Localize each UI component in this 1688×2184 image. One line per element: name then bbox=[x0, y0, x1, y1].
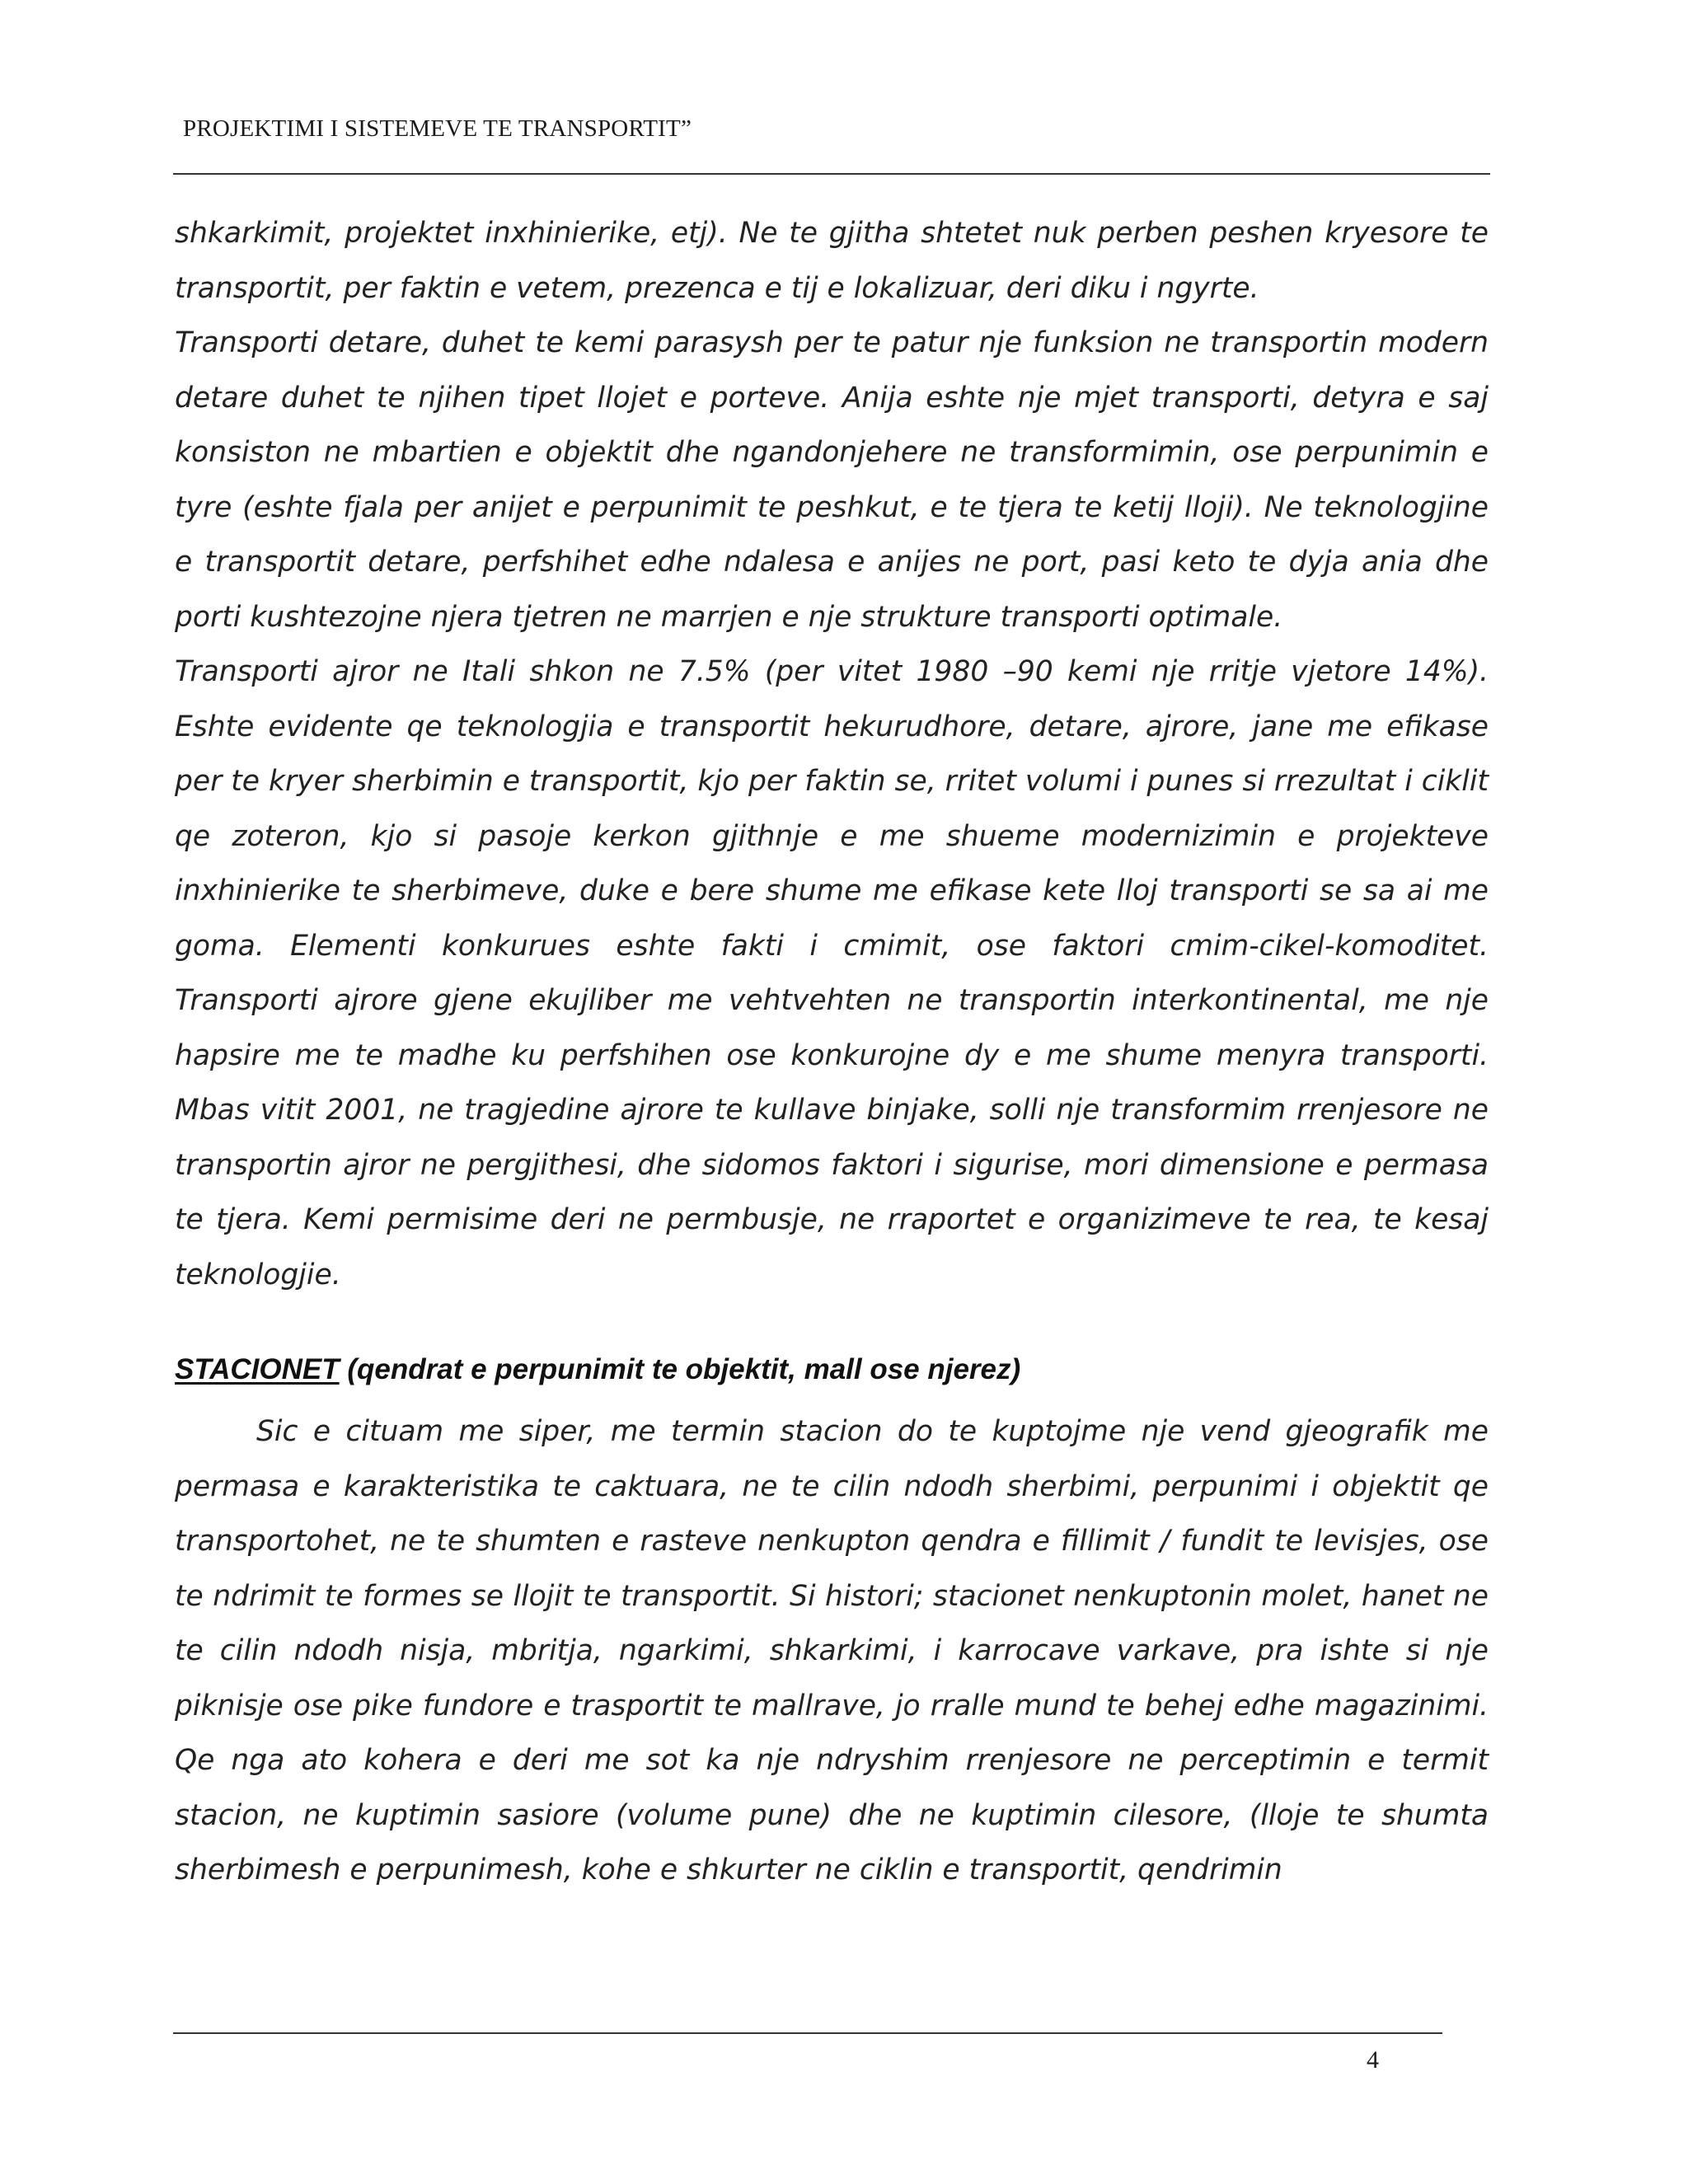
footer-divider bbox=[173, 2032, 1442, 2034]
paragraph-maritime-transport: Transporti detare, duhet te kemi parasysh per te patur nje funksion ne transportin modern detare duhet te njihen tipet llojet e porteve. Anija eshte nje mjet transporti, detyra e saj konsiston ne mbartien e objektit dhe ngandonjehere ne transformimin, ose perpunimin e tyre (eshte fjala per anijet e perpunimit te peshkut, e te tjera te ketij lloji). Ne teknologjine e transportit detare, perfshihet edhe ndalesa e anijes ne port, pasi keto te dyja ania dhe porti kushtezojne njera tjetren ne marrjen e nje strukture transporti optimale. bbox=[175, 326, 1489, 634]
running-header: PROJEKTIMI I SISTEMEVE TE TRANSPORTIT” bbox=[183, 115, 692, 142]
section-heading bbox=[175, 1350, 1489, 1390]
page-number: 4 bbox=[1367, 2046, 1379, 2074]
paragraph-air-transport: Transporti ajror ne Itali shkon ne 7.5% (per vitet 1980 –90 kemi nje rritje vjetore 14%). Eshte evidente qe teknologjia e transportit hekurudhore, detare, ajrore, jane me efikase per te kryer sherbimin e transportit, kjo per faktin se, rritet volumi i punes si rrezultat i ciklit qe zoteron, kjo si pasoje kerkon gjithnje e me shueme modernizimin e projekteve inxhinierike te sherbimeve, duke e bere shume me efikase kete lloj transporti se sa ai me goma. Elementi konkurues eshte fakti i cmimit, ose faktori cmim-cikel-komoditet. Transporti ajrore gjene ekujliber me vehtvehten ne transportin interkontinental, me nje hapsire me te madhe ku perfshihen ose konkurojne dy e me shume menyra transporti. Mbas vitit 2001, ne tragjedine ajrore te kullave binjake, solli nje transformim rrenjesore ne transportin ajror ne pergjithesi, dhe sidomos faktori i sigurise, mori dimensione e permasa te tjera. Kemi permisime deri ne permbusje, ne rraportet e organizimeve te rea, te kesaj teknologjie. bbox=[175, 655, 1489, 1291]
header-divider bbox=[173, 173, 1490, 175]
paragraph-stations: Sic e cituam me siper, me termin stacion do te kuptojme nje vend gjeografik me permasa e karakteristika te caktuara, ne te cilin ndodh sherbimi, perpunimi i objektit qe transportohet, ne te shumten e rasteve nenkupton qendra e fillimit / fundit te levisjes, ose te ndrimit te formes se llojit te transportit. Si histori; stacionet nenkuptonin molet, hanet ne te cilin ndodh nisja, mbritja, ngarkimi, shkarkimi, i karrocave varkave, pra ishte si nje piknisje ose pike fundore e trasportit te mallrave, jo rralle mund te behej edhe magazinimi. Qe nga ato kohera e deri me sot ka nje ndryshim rrenjesore ne perceptimin e termit stacion, ne kuptimin sasiore (volume pune) dhe ne kuptimin cilesore, (lloje te shumta sherbimesh e perpunimesh, kohe e shkurter ne ciklin e transportit, qendrimin bbox=[175, 1415, 1489, 1886]
section-heading-subtitle: (qendrat e perpunimit te objektit, mall ose njerez) bbox=[339, 1353, 1021, 1385]
document-body bbox=[175, 206, 1489, 1898]
paragraph-continuation: shkarkimit, projektet inxhinierike, etj). Ne te gjitha shtetet nuk perben peshen kryesore te transportit, per faktin e vetem, prezenca e tij e lokalizuar, deri diku i ngyrte. bbox=[175, 217, 1489, 305]
section-heading-title: STACIONET bbox=[175, 1353, 340, 1385]
